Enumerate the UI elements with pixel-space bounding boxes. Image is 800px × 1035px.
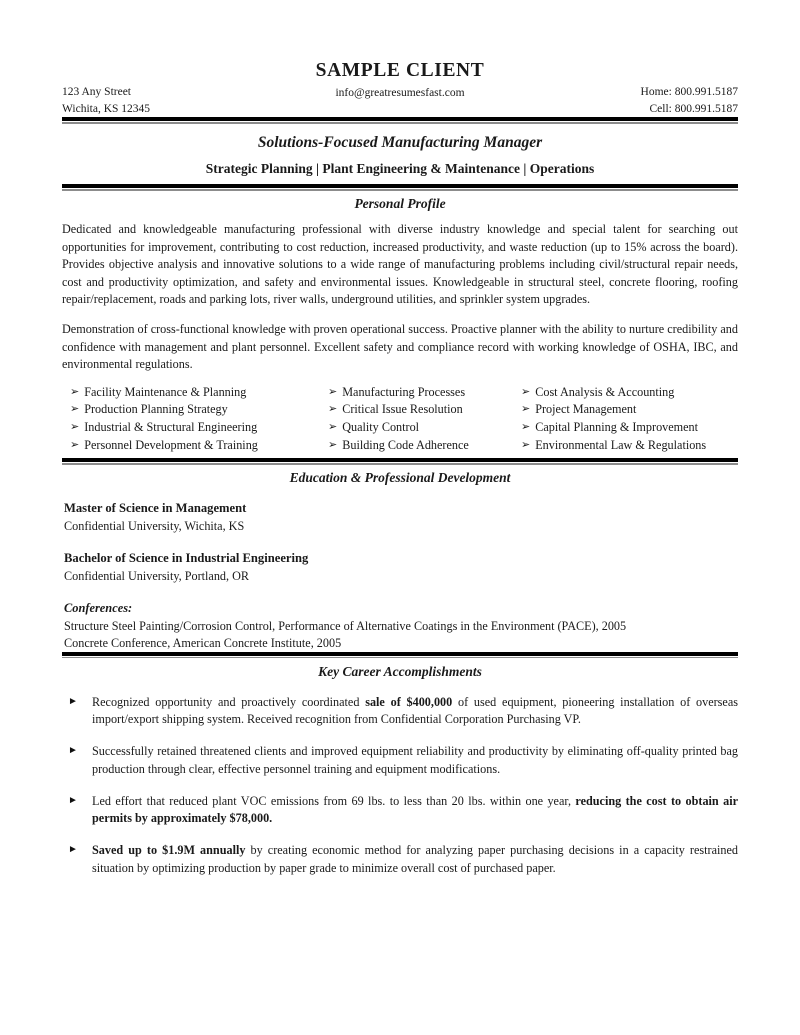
arrow-bullet-icon: ➢ [521, 438, 531, 451]
email-address: info@greatresumesfast.com [335, 87, 465, 100]
profile-paragraph-1: Dedicated and knowledgeable manufacturing professional with diverse industry knowledge and special talent for searching out opportunities for improvement, contributing to cost reduction, increased productivity, and waste reduction (up to 15% across the board). Provides objective analysis and innovative solutions to a wide range of manufacturing problems including civil/structural repair needs, cost and productivity optimization, and safety and environmental issues. Knowledgeable in structural steel, concrete flooring, roofing repair/replacement, roads and parking lots, river walls, underground utilities, and sprinkler system upgrades. [62, 222, 738, 306]
accomplishment-item [62, 842, 738, 877]
arrow-bullet-icon: ➢ [70, 438, 80, 451]
arrow-bullet-icon: ➢ [70, 385, 80, 398]
skill-label: Production Planning Strategy [84, 402, 228, 417]
contact-phones [515, 84, 738, 117]
education-degree: Master of Science in Management [64, 501, 247, 516]
arrow-bullet-icon: ➢ [328, 403, 338, 416]
skill-label: Facility Maintenance & Planning [84, 384, 247, 399]
resume-header [62, 60, 738, 117]
skill-item [521, 401, 706, 419]
accomplishment-suffix: of used equipment, pioneering installation of overseas import/export shipping system. Received recognition from Confidential Corporation Purchasing VP. [92, 694, 738, 727]
skill-label: Cost Analysis & Accounting [535, 384, 675, 399]
skills-column-2 [328, 384, 521, 455]
accomplishment-text [92, 694, 738, 729]
education-entry [64, 500, 738, 535]
arrow-bullet-icon: ➢ [328, 385, 338, 398]
triangle-bullet-icon: ► [68, 695, 78, 707]
education-degree: Bachelor of Science in Industrial Engineering [64, 551, 309, 566]
section-heading-accomplishments: Key Career Accomplishments [318, 663, 482, 679]
headline-title: Solutions-Focused Manufacturing Manager [257, 134, 543, 152]
cell-phone: Cell: 800.991.5187 [649, 102, 738, 115]
skill-label: Critical Issue Resolution [342, 402, 463, 417]
skill-label: Industrial & Structural Engineering [84, 420, 258, 435]
skill-item [521, 384, 706, 402]
skill-item [328, 384, 521, 402]
conferences-block [64, 600, 738, 652]
conference-item: Structure Steel Painting/Corrosion Control, Performance of Alternative Coatings in the Environment (PACE), 2005 [64, 618, 627, 633]
triangle-bullet-icon: ► [68, 843, 78, 855]
skills-column-1 [70, 384, 328, 455]
contact-row [62, 84, 738, 117]
section-heading-education: Education & Professional Development [289, 470, 511, 486]
skill-label: Environmental Law & Regulations [535, 437, 707, 452]
accomplishment-highlight: reducing the cost to obtain air permits by approximately $78,000. [92, 793, 739, 826]
skill-label: Building Code Adherence [342, 437, 469, 452]
skill-label: Project Management [535, 402, 637, 417]
accomplishment-item [62, 793, 738, 828]
divider-rule-accomplishments [62, 652, 738, 659]
headline-subtitle: Strategic Planning | Plant Engineering & Maintenance | Operations [205, 161, 595, 177]
headline-block [62, 124, 738, 184]
conferences-label: Conferences: [64, 600, 133, 615]
skill-label: Personnel Development & Training [84, 437, 258, 452]
contact-address [62, 84, 285, 117]
arrow-bullet-icon: ➢ [521, 403, 531, 416]
accomplishment-text [92, 842, 738, 877]
arrow-bullet-icon: ➢ [70, 421, 80, 434]
core-competencies-grid [62, 374, 738, 459]
profile-paragraph-2: Demonstration of cross-functional knowledge with proven operational success. Proactive planner with the ability to nurture credibility and confidence with management and plant personnel. Excellent safety and compliance record with working knowledge of OSHA, IBC, and environmental regulations. [62, 322, 738, 372]
skill-item [328, 419, 521, 437]
accomplishment-prefix: Successfully retained threatened clients and improved equipment reliability and productivity by eliminating off-quality printed bag production through clear, effective personnel training and equipment modifications. [92, 744, 738, 776]
skill-label: Quality Control [342, 420, 420, 435]
arrow-bullet-icon: ➢ [521, 421, 531, 434]
contact-email [285, 84, 515, 101]
arrow-bullet-icon: ➢ [521, 385, 531, 398]
arrow-bullet-icon: ➢ [328, 438, 338, 451]
profile-body [62, 217, 738, 374]
skill-label: Manufacturing Processes [342, 384, 466, 399]
accomplishment-item [62, 694, 738, 729]
skill-item [328, 437, 521, 455]
candidate-name: SAMPLE CLIENT [315, 60, 485, 81]
triangle-bullet-icon: ► [68, 794, 78, 806]
conference-item: Concrete Conference, American Concrete Institute, 2005 [64, 635, 342, 650]
skill-item [70, 437, 328, 455]
home-phone: Home: 800.991.5187 [640, 86, 738, 99]
education-school: Confidential University, Portland, OR [64, 568, 250, 583]
accomplishment-item [62, 743, 738, 778]
skills-column-3 [521, 384, 706, 455]
divider-rule-education [62, 458, 738, 465]
skill-item [328, 401, 521, 419]
accomplishment-highlight: Saved up to $1.9M annually [92, 842, 246, 857]
skill-item [521, 437, 706, 455]
arrow-bullet-icon: ➢ [70, 403, 80, 416]
skill-item [70, 384, 328, 402]
education-school: Confidential University, Wichita, KS [64, 518, 245, 533]
address-line-1: 123 Any Street [62, 86, 131, 99]
accomplishment-prefix: Led effort that reduced plant VOC emissions from 69 lbs. to less than 20 lbs. within one year, [92, 793, 576, 808]
skill-item [521, 419, 706, 437]
accomplishment-text [92, 793, 738, 828]
section-heading-profile: Personal Profile [354, 196, 446, 212]
divider-rule-profile [62, 184, 738, 191]
skill-item [70, 401, 328, 419]
skill-item [70, 419, 328, 437]
accomplishments-list [62, 685, 738, 878]
accomplishment-prefix: Recognized opportunity and proactively coordinated [92, 694, 366, 709]
skill-label: Capital Planning & Improvement [535, 420, 699, 435]
accomplishment-suffix: by creating economic method for analyzing paper purchasing decisions in a capacity restrained situation by optimizing production by paper grade to minimize overall cost of purchased paper. [92, 842, 738, 875]
education-block [62, 491, 738, 652]
triangle-bullet-icon: ► [68, 745, 78, 757]
accomplishment-highlight: sale of $400,000 [365, 694, 453, 709]
education-entry [64, 550, 738, 585]
arrow-bullet-icon: ➢ [328, 421, 338, 434]
address-line-2: Wichita, KS 12345 [62, 102, 151, 115]
divider-rule-top [62, 117, 738, 124]
accomplishment-text [92, 743, 738, 778]
